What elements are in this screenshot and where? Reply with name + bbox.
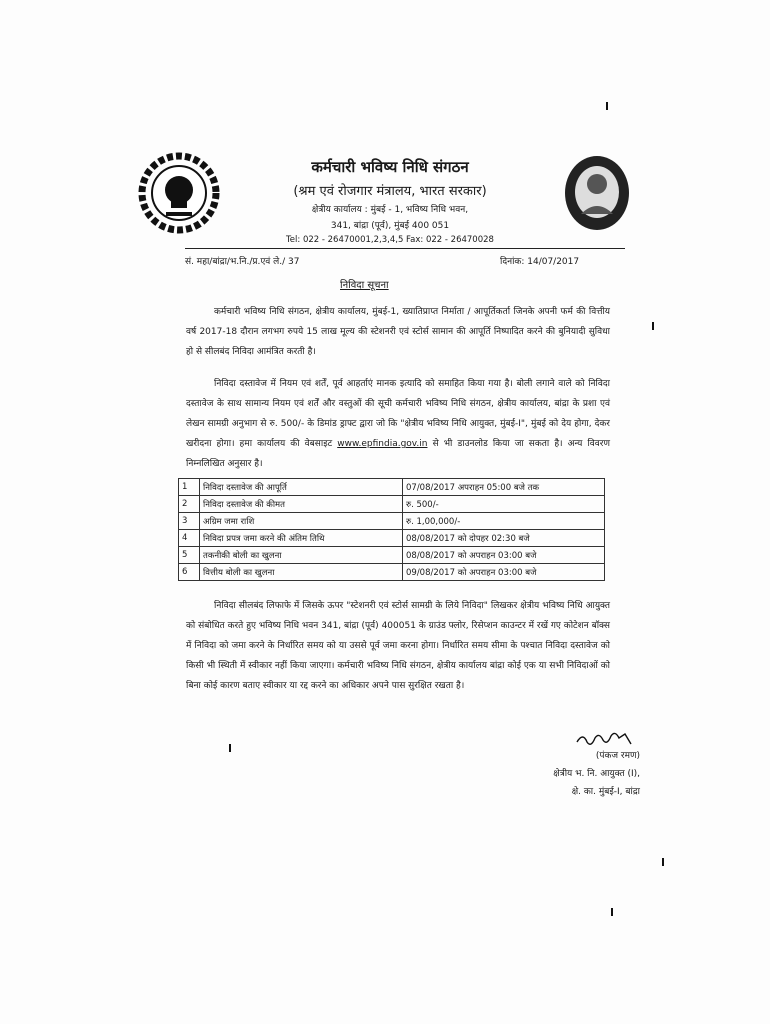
documents-text-end: से भी डाउनलोड किया जा सकता है। अन्य विवरण निम्नलिखित अनुसार है। [186,439,610,469]
contact-line: Tel: 022 - 26470001,2,3,4,5 Fax: 022 - 26470028 [286,235,494,245]
portrait-seal [563,154,631,232]
signature-scribble [575,728,635,750]
row-number: 4 [179,530,200,547]
epfo-logo [138,152,220,234]
row-number: 3 [179,513,200,530]
scan-speck [611,908,613,916]
office-line-1: क्षेत्रीय कार्यालय : मुंबई - 1, भविष्य निधि भवन, [311,205,469,215]
ministry-name: (श्रम एवं रोजगार मंत्रालय, भारत सरकार) [293,184,487,199]
table-row [179,496,605,513]
table-row [179,547,605,564]
documents-text: निविदा दस्तावेज में नियम एवं शर्तें, पूर्व आहर्ताएं मानक इत्यादि को समाहित किया गया है। बोली लगाने वाले को निविदा दस्तावेज के साथ सामान्य नियम एवं शर्तें और वस्तुओं की सूची कर्मचारी भविष्य निधि संगठन, क्षेत्रीय कार्यालय, बांद्रा के प्रशा एवं लेखन सामग्री अनुभाग से रु. 500/- के डिमांड ड्राफ्ट द्वारा जो कि "क्षेत्रीय भविष्य निधि आयुक्त, मुंबई-I", मुंबई को देय होगा, देकर खरीदना होगा। हमा कार्यालय की वेबसाइट [186,379,610,449]
row-item: निविदा दस्तावेज की आपूर्ति [200,479,403,496]
row-number: 2 [179,496,200,513]
paragraph-documents [186,374,610,474]
letter-date: दिनांक: 14/07/2017 [500,257,580,267]
scan-speck [606,102,608,110]
signatory-name: (पंकज रमण) [595,751,640,761]
table-row [179,530,605,547]
notice-subject: निविदा सूचना [340,280,389,291]
table-row [179,479,605,496]
paragraph-intro: कर्मचारी भविष्य निधि संगठन, क्षेत्रीय कार्यालय, मुंबई-1, ख्यातिप्राप्त निर्माता / आपूर्तिकर्ता जिनके अपनी फर्म की वित्तीय वर्ष 2017-18 दौरान लगभग रुपये 15 लाख मूल्य की स्टेशनरी एवं स्टोर्स सामान की आपूर्ति निष्पादित करने की बुनियादी सुविधा हो से सीलबंद निविदा आमंत्रित करती है। [186,307,610,357]
scan-speck [229,744,231,752]
row-number: 6 [179,564,200,581]
row-number: 5 [179,547,200,564]
paragraph-submission: निविदा सीलबंद लिफाफे में जिसके ऊपर "स्टेशनरी एवं स्टोर्स सामग्री के लिये निविदा" लिखकर क्षेत्रीय भविष्य निधि आयुक्त को संबोधित करते हुए भविष्य निधि भवन 341, बांद्रा (पूर्व) 400051 के ग्राउंड फ्लोर, रिसेप्शन काउन्टर में रखें गए कोटेशन बॉक्स में निविदा को जमा करने के निर्धारित समय को या उससे पूर्व जमा करना होगा। निर्धारित समय सीमा के पश्चात निविदा दस्तावेज को किसी भी स्थिती में स्वीकार नहीं किया जाएगा। कर्मचारी भविष्य निधि संगठन, क्षेत्रीय कार्यालय बांद्रा कोई एक या सभी निविदाओं को बिना कोई कारण बताए स्वीकार या रद्द करने का अधिकार अपने पास सुरक्षित रखता है। [186,601,610,691]
row-item: तकनीकी बोली का खुलना [200,547,403,564]
office-line-2: 341, बांद्रा (पूर्व), मुंबई 400 051 [330,221,450,231]
signatory-designation: क्षेत्रीय भ. नि. आयुक्त (I), [553,769,640,779]
table-row [179,564,605,581]
row-item: वित्तीय बोली का खुलना [200,564,403,581]
scan-speck [652,322,654,330]
row-detail: 08/08/2017 को अपराहन 03:00 बजे [403,547,605,564]
table-row [179,513,605,530]
row-item: अग्रिम जमा राशि [200,513,403,530]
row-detail: 09/08/2017 को अपराहन 03:00 बजे [403,564,605,581]
row-detail: 07/08/2017 अपराहन 05:00 बजे तक [403,479,605,496]
header-divider [185,248,625,249]
row-number: 1 [179,479,200,496]
reference-number: सं. महा/बांद्रा/भ.नि./प्र.एवं ले./ 37 [185,257,300,267]
row-detail: 08/08/2017 को दोपहर 02:30 बजे [403,530,605,547]
scan-speck [662,858,664,866]
row-item: निविदा प्रपत्र जमा करने की अंतिम तिथि [200,530,403,547]
org-name: कर्मचारी भविष्य निधि संगठन [311,158,469,176]
row-item: निविदा दस्तावेज की कीमत [200,496,403,513]
row-detail: रु. 500/- [403,496,605,513]
website-link[interactable]: www.epfindia.gov.in [337,439,428,449]
row-detail: रु. 1,00,000/- [403,513,605,530]
signatory-office: क्षे. का. मुंबई-I, बांद्रा [571,787,640,797]
tender-schedule-table [178,478,605,581]
